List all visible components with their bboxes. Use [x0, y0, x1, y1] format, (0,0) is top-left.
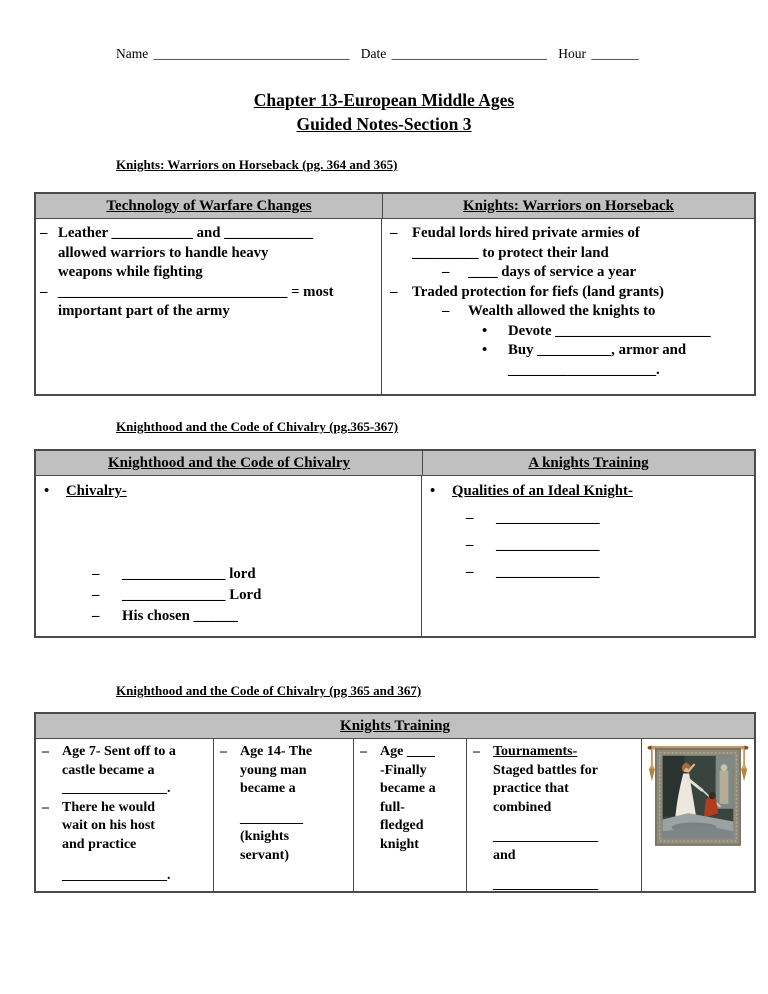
table3-header-row — [36, 714, 754, 739]
note-line: weapons while fighting — [58, 264, 203, 280]
note-line: – Age 14- The — [220, 744, 313, 759]
hour-label: Hour — [558, 46, 586, 61]
note-line: – ____ days of service a year — [442, 264, 637, 280]
date-blank-line: _______________________ — [391, 46, 547, 61]
note-line: practice that — [493, 781, 569, 796]
date-label: Date — [360, 46, 387, 61]
note-line: – ______________ — [466, 563, 600, 580]
note-line: and practice — [62, 836, 137, 852]
table2-header-left: Knighthood and the Code of Chivalry — [36, 451, 423, 475]
note-line: – ______________ — [466, 509, 600, 526]
table2-cell-left — [36, 476, 422, 636]
top-fields-row — [116, 46, 639, 62]
note-line: – His chosen ______ — [92, 607, 238, 624]
note-line: – There he would — [42, 799, 156, 815]
note-line: – Feudal lords hired private armies of — [390, 225, 640, 241]
section-heading-1: Knights: Warriors on Horseback (pg. 364 and 365) — [116, 157, 398, 172]
note-line: • Chivalry- — [44, 483, 127, 499]
note-line: • Devote _____________________ — [482, 322, 711, 339]
section-heading-3: Knighthood and the Code of Chivalry (pg 365 and 367) — [116, 683, 422, 698]
name-label: Name — [116, 46, 149, 61]
note-line: – Traded protection for fiefs (land grants) — [390, 283, 664, 300]
table3-cell-age7 — [36, 739, 214, 891]
table1-header-left: Technology of Warfare Changes — [36, 194, 383, 218]
table1-cell-right — [382, 219, 754, 394]
table2-header-row — [36, 451, 754, 476]
note-line: _________ — [240, 810, 303, 826]
note-line: – Wealth allowed the knights to — [442, 303, 656, 319]
table1-cell-left — [36, 219, 382, 394]
note-line: _______________ — [493, 829, 598, 844]
note-line: _______________. — [62, 781, 171, 796]
note-line: – Leather ___________ and ____________ — [40, 225, 313, 241]
section-heading-2: Knighthood and the Code of Chivalry (pg.365-367) — [116, 419, 399, 434]
page-title-line2: Guided Notes-Section 3 — [296, 114, 472, 134]
page-title — [0, 88, 768, 136]
table3-cell-age14 — [214, 739, 354, 891]
note-line: _______________. — [62, 868, 171, 883]
note-line: Staged battles for — [493, 762, 598, 778]
note-line: -Finally — [380, 762, 427, 778]
note-line: became a — [380, 781, 436, 796]
note-line: castle became a — [62, 762, 155, 778]
note-line: combined — [493, 799, 552, 815]
table-knights-training — [34, 712, 756, 893]
note-line: ____________________. — [508, 361, 660, 378]
table3-cell-tournaments — [467, 739, 642, 891]
table-chivalry-training — [34, 449, 756, 638]
note-line: • Qualities of an Ideal Knight- — [430, 483, 633, 499]
note-line: fledged — [380, 818, 424, 833]
table2-header-right: A knights Training — [528, 455, 649, 471]
note-line: _______________ — [493, 877, 598, 891]
note-line: – Tournaments- — [473, 744, 578, 759]
table-warfare-knights — [34, 192, 756, 396]
note-line: – ______________ lord — [92, 565, 256, 582]
note-line: – ______________ — [466, 536, 600, 553]
table1-header-row — [36, 194, 754, 219]
note-line: became a — [240, 781, 296, 796]
note-line: wait on his host — [62, 818, 155, 833]
accolade-tapestry-image — [642, 739, 754, 853]
note-line: allowed warriors to handle heavy — [58, 244, 269, 261]
note-line: – ______________ Lord — [92, 586, 262, 603]
hour-blank-line: _______ — [591, 46, 639, 61]
note-line: – _______________________________ = most — [40, 283, 334, 300]
note-line: important part of the army — [58, 303, 230, 319]
table3-header: Knights Training — [340, 718, 450, 734]
note-line: knight — [380, 836, 419, 852]
name-blank-line: _____________________________ — [153, 46, 350, 61]
note-line: servant) — [240, 847, 289, 863]
table2-cell-right — [422, 476, 754, 636]
note-line: young man — [240, 762, 307, 778]
note-line: – Age ____ — [360, 744, 435, 759]
table1-header-right: Knights: Warriors on Horseback — [463, 198, 674, 214]
table3-cell-age-blank — [354, 739, 467, 891]
note-line: and — [493, 847, 516, 863]
note-line: – Age 7- Sent off to a — [42, 744, 176, 759]
page-title-line1: Chapter 13-European Middle Ages — [253, 90, 515, 110]
note-line: full- — [380, 799, 405, 815]
table3-cell-image — [642, 739, 754, 891]
writing-space — [44, 502, 415, 564]
note-line: • Buy __________, armor and — [482, 342, 687, 358]
note-line: _________ to protect their land — [412, 244, 609, 261]
note-line: (knights — [240, 829, 290, 844]
